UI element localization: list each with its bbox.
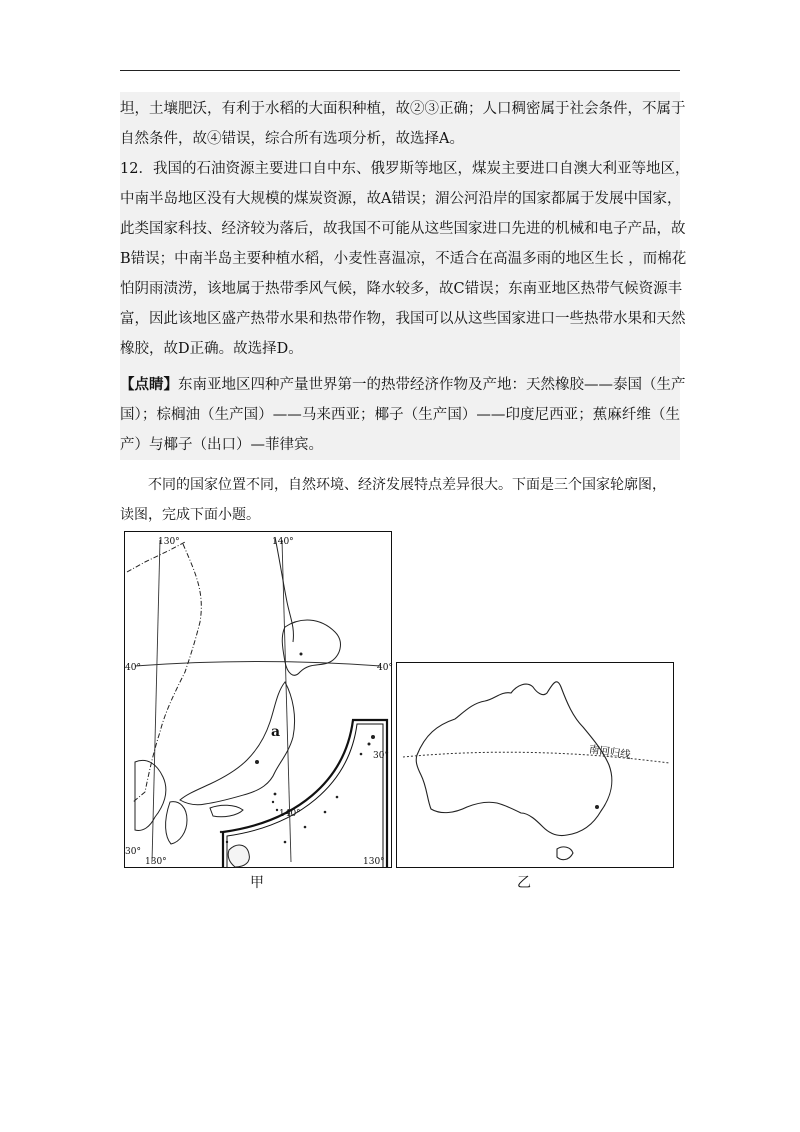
answer-line-4: 中南半岛地区没有大规模的煤炭资源，故A错误；湄公河沿岸的国家都属于发展中国家， — [120, 191, 682, 207]
lon-140-top-label: 140° — [272, 537, 294, 547]
point-a-label: a — [271, 724, 281, 740]
lat-30-right-label: 30° — [373, 751, 389, 761]
lon-130-bottom-left-label: 130° — [145, 857, 167, 867]
lat-30-left-label: 30° — [125, 847, 141, 857]
lat-40-left-label: 40° — [125, 663, 141, 673]
lon-130-bottom-right-label: 130° — [363, 857, 385, 867]
tip-line-3: 产）与椰子（出口）—菲律宾。 — [120, 437, 323, 453]
answer-line-3: 12．我国的石油资源主要进口自中东、俄罗斯等地区，煤炭主要进口自澳大利亚等地区， — [120, 161, 690, 177]
answer-line-5: 此类国家科技、经济较为落后，故我国不可能从这些国家进口先进的机械和电子产品，故 — [120, 221, 686, 237]
intro-line-2: 读图，完成下面小题。 — [120, 507, 260, 523]
map-australia — [396, 662, 674, 868]
answer-line-9: 橡胶，故D正确。故选择D。 — [120, 341, 303, 357]
lat-40-right-label: 40° — [377, 663, 393, 673]
answer-line-2: 自然条件，故④错误，综合所有选项分析，故选择A。 — [120, 131, 464, 147]
answer-line-8: 富，因此该地区盛产热带水果和热带作物，我国可以从这些国家进口一些热带水果和天然 — [120, 311, 686, 327]
header-rule — [120, 70, 680, 71]
tip-line-2: 国）；棕榈油（生产国）——马来西亚；椰子（生产国）——印度尼西亚；蕉麻纤维（生 — [120, 407, 680, 423]
tropic-of-capricorn-label: 南回归线 — [588, 743, 632, 762]
intro-line-1: 不同的国家位置不同，自然环境、经济发展特点差异很大。下面是三个国家轮廓图， — [148, 477, 666, 493]
tip-line-1 — [120, 370, 686, 400]
caption-jia: 甲 — [250, 875, 264, 891]
answer-line-7: 怕阴雨渍涝，该地属于热带季风气候，降水较多，故C错误；东南亚地区热带气候资源丰 — [120, 281, 683, 297]
lon-140-bottom-label: 140° — [279, 809, 301, 819]
answer-line-1: 坦，土壤肥沃，有利于水稻的大面积种植，故②③正确；人口稠密属于社会条件，不属于 — [120, 101, 686, 117]
map-japan — [124, 531, 392, 868]
australia-outline-svg — [397, 663, 673, 867]
caption-yi: 乙 — [517, 875, 531, 891]
japan-outline-svg — [125, 532, 391, 867]
tip-text-1: 东南亚地区四种产量世界第一的热带经济作物及产地：天然橡胶——泰国（生产 — [178, 377, 686, 393]
answer-line-6: B错误；中南半岛主要种植水稻，小麦性喜温凉，不适合在高温多雨的地区生长 ，而棉花 — [120, 251, 687, 267]
lon-130-top-label: 130° — [158, 537, 180, 547]
tip-label: 【点睛】 — [120, 376, 178, 393]
